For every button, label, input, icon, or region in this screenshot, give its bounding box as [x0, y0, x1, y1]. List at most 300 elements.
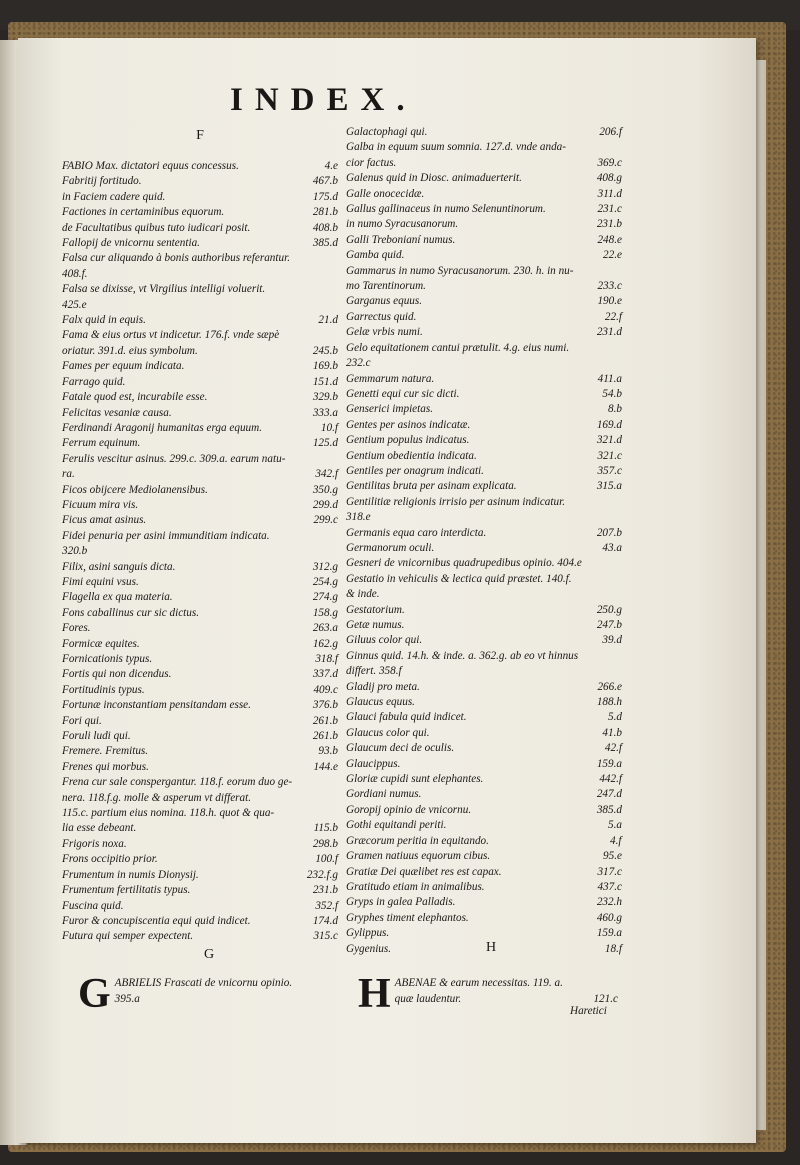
entry-ref: 409.c	[313, 683, 338, 696]
entry-text: Fames per equum indicata.	[62, 360, 185, 373]
entry-ref: 245.b	[312, 344, 338, 357]
entry-ref: 248.e	[597, 233, 622, 246]
entry-text: Formicæ equites.	[62, 637, 140, 650]
entry-ref: 231.d	[596, 326, 622, 339]
entry-text: Germanorum oculi.	[346, 541, 435, 554]
index-entry	[346, 356, 622, 371]
entry-text: Galenus quid in Diosc. animaduerterit.	[346, 172, 522, 185]
entry-ref: 317.c	[597, 865, 622, 878]
entry-text: de Facultatibus quibus tuto iudicari posit.	[62, 221, 251, 234]
index-entry	[62, 852, 338, 867]
index-entry	[346, 526, 622, 541]
index-entry	[62, 298, 338, 313]
entry-ref: 411.a	[597, 372, 622, 385]
entry-text: Galactophagi qui.	[346, 126, 428, 138]
entry-text: Falx quid in equis.	[62, 314, 146, 327]
entry-ref: 54.b	[602, 387, 622, 400]
entry-text: Frenes qui morbus.	[62, 760, 149, 773]
entry-ref: 162.g	[312, 637, 338, 650]
entry-ref: 175.d	[312, 190, 338, 203]
index-entry	[62, 575, 338, 590]
entry-text: Fori qui.	[62, 714, 102, 727]
entry-ref: 100.f	[315, 853, 338, 866]
index-entry	[62, 821, 338, 836]
index-entry	[62, 328, 338, 343]
entry-text: Falsa cur aliquando à bonis authoribus referantur.	[62, 252, 291, 265]
entries-list-right	[346, 125, 622, 957]
index-entry	[62, 806, 338, 821]
entry-text: Galba in equum suum somnia. 127.d. vnde anda-	[346, 141, 567, 154]
entry-text: Gelæ vrbis numi.	[346, 326, 423, 339]
entry-text: cior factus.	[346, 156, 397, 169]
entry-ref: 266.e	[597, 680, 622, 693]
entry-ref: 315.a	[596, 480, 622, 493]
entry-ref: 350.g	[312, 483, 338, 496]
entry-ref: 190.e	[597, 295, 622, 308]
index-entry	[62, 698, 338, 713]
entry-text: Falsa se dixisse, vt Virgilius intelligi voluerit.	[62, 283, 266, 296]
index-column-right	[346, 125, 622, 957]
entry-text: Gothi equitandi periti.	[346, 819, 447, 832]
index-entry	[346, 264, 622, 279]
index-entry	[346, 372, 622, 387]
index-entry	[346, 680, 622, 695]
entry-text: Genetti equi cur sic dicti.	[346, 387, 460, 400]
entry-ref: 93.b	[318, 745, 338, 758]
entry-text: Foruli ludi qui.	[62, 730, 131, 743]
entry-text: Frena cur sale conspergantur. 118.f. eorum duo ge-	[62, 776, 293, 789]
entries-list-left	[62, 159, 338, 945]
entry-ref: 467.b	[312, 175, 338, 188]
entry-text: Gammarus in numo Syracusanorum. 230. h. in nu-	[346, 264, 574, 277]
entry-text: Garganus equus.	[346, 295, 423, 308]
entry-ref: 159.a	[596, 757, 622, 770]
section-letter-f: F	[196, 128, 204, 143]
entry-text: ra.	[62, 468, 75, 481]
index-entry	[346, 911, 622, 926]
entry-ref: 408.g	[596, 172, 622, 185]
index-entry	[346, 341, 622, 356]
index-entry	[346, 587, 622, 602]
entry-text: Futura qui semper expectent.	[62, 930, 194, 943]
index-entry	[346, 449, 622, 464]
index-entry	[346, 664, 622, 679]
entry-ref: 385.d	[596, 803, 622, 816]
index-entry	[62, 282, 338, 297]
entry-text: Gygenius.	[346, 942, 392, 955]
index-entry	[346, 402, 622, 417]
index-entry	[346, 418, 622, 433]
entry-ref: 151.d	[312, 375, 338, 388]
entry-text: Frumentum in numis Dionysij.	[62, 868, 199, 881]
entry-text: Genserici impietas.	[346, 403, 433, 416]
index-entry	[346, 325, 622, 340]
entry-text: Gylippus.	[346, 927, 390, 940]
index-entry	[62, 498, 338, 513]
entry-text: Fidei penuria per asini immunditiam indicata.	[62, 529, 270, 542]
entry-text: 115.c. partium eius nomina. 118.h. quot & qua-	[62, 807, 275, 820]
entry-ref: 169.d	[596, 418, 622, 431]
index-entry	[346, 387, 622, 402]
index-entry	[62, 667, 338, 682]
entry-ref: 144.e	[313, 760, 338, 773]
entry-ref: 299.c	[313, 514, 338, 527]
entry-text: nera. 118.f.g. molle & asperum vt differat.	[62, 791, 252, 804]
entry-text: Fabritij fortitudo.	[62, 175, 142, 188]
entry-text: Filix, asini sanguis dicta.	[62, 560, 176, 573]
entry-text: Furor & concupiscentia equi quid indicet.	[62, 914, 251, 927]
entry-ref: 158.g	[312, 606, 338, 619]
entry-text: Gordiani numus.	[346, 788, 422, 801]
entry-ref: 352.f	[315, 899, 338, 912]
entry-ref: 247.b	[596, 619, 622, 631]
entry-text: Gladij pro meta.	[346, 680, 420, 693]
index-entry	[62, 929, 338, 944]
entry-ref: 247.d	[596, 788, 622, 801]
index-entry	[62, 868, 338, 883]
index-entry	[62, 899, 338, 914]
index-entry	[346, 556, 622, 571]
entry-ref: 42.f	[604, 742, 622, 755]
index-entry	[62, 837, 338, 852]
entry-text: Gryphes timent elephantos.	[346, 911, 469, 924]
index-entry	[346, 294, 622, 309]
index-entry	[346, 710, 622, 725]
entry-ref: 311.d	[597, 187, 622, 200]
entry-text: Gloriæ cupidi sunt elephantes.	[346, 773, 484, 786]
entry-text: Fallopij de vnicornu sententia.	[62, 237, 200, 250]
index-entry	[62, 652, 338, 667]
index-entry	[62, 421, 338, 436]
index-entry	[346, 310, 622, 325]
entry-text: 232.c	[346, 357, 371, 370]
entry-text: Gentium populus indicatus.	[346, 434, 470, 447]
index-entry	[346, 895, 622, 910]
index-entry	[62, 683, 338, 698]
entry-ref: 315.c	[313, 930, 338, 943]
entry-text: Germanis equa caro interdicta.	[346, 526, 487, 539]
section-letter-h: H	[486, 940, 497, 955]
entry-text: differt. 358.f	[346, 665, 402, 678]
index-entry	[346, 233, 622, 248]
entry-text: Fortis qui non dicendus.	[62, 668, 172, 681]
entry-text: Ferrum equinum.	[62, 437, 141, 450]
index-entry	[346, 202, 622, 217]
index-entry	[346, 279, 622, 294]
entry-ref: 206.f	[599, 126, 622, 138]
entry-text: 408.f.	[62, 267, 88, 280]
index-entry	[62, 190, 338, 205]
index-entry	[346, 248, 622, 263]
entry-ref: 329.b	[312, 391, 338, 404]
index-entry	[346, 865, 622, 880]
index-entry	[346, 741, 622, 756]
entry-text: mo Tarentinorum.	[346, 280, 426, 293]
entry-ref: 318.f	[315, 653, 338, 665]
entry-text: Felicitas vesaniæ causa.	[62, 406, 172, 419]
entry-text: Frigoris noxa.	[62, 837, 127, 850]
entry-text: 318.e	[346, 511, 371, 524]
entry-ref: 169.b	[312, 360, 338, 373]
index-entry	[346, 541, 622, 556]
entry-text: Glaucippus.	[346, 757, 401, 770]
entry-ref: 4.e	[324, 160, 338, 172]
entry-ref: 254.g	[312, 575, 338, 588]
index-entry	[62, 883, 338, 898]
index-entry	[62, 313, 338, 328]
entry-text: Fons caballinus cur sic dictus.	[62, 606, 200, 619]
drop-cap-g: G	[78, 971, 111, 1017]
entry-text: Factiones in certaminibus equorum.	[62, 206, 225, 219]
index-entry	[62, 359, 338, 374]
entry-ref: 298.b	[312, 837, 338, 850]
index-entry	[62, 529, 338, 544]
index-entry	[346, 926, 622, 941]
entry-text: 320.b	[62, 545, 88, 558]
entry-ref: 21.d	[318, 314, 338, 327]
index-entry	[346, 649, 622, 664]
entry-ref: 231.b	[312, 884, 338, 897]
entry-text: Glaucum deci de oculis.	[346, 742, 455, 755]
entry-ref: 333.a	[312, 406, 338, 419]
entry-text: Gesneri de vnicornibus quadrupedibus opinio. 404.e	[346, 557, 582, 570]
index-entry	[62, 221, 338, 236]
index-entry	[346, 140, 622, 155]
index-entry	[62, 390, 338, 405]
index-entry	[62, 729, 338, 744]
entry-ref: 174.d	[312, 914, 338, 927]
entry-text: Fortitudinis typus.	[62, 683, 145, 696]
entry-ref: 274.g	[312, 591, 338, 604]
entry-text: Ficos obijcere Mediolanensibus.	[62, 483, 208, 496]
entry-ref: 321.c	[597, 449, 622, 462]
entry-text: Gentium obedientia indicata.	[346, 449, 477, 462]
entry-text: Fornicationis typus.	[62, 653, 153, 665]
entry-ref: 41.b	[602, 726, 622, 739]
entry-text: Ginnus quid. 14.h. & inde. a. 362.g. ab eo vt hinnus	[346, 649, 579, 662]
index-entry	[62, 914, 338, 929]
index-entry	[62, 637, 338, 652]
index-entry	[62, 590, 338, 605]
entry-ref: 95.e	[603, 850, 622, 863]
index-entry	[346, 772, 622, 787]
index-entry	[346, 433, 622, 448]
entry-ref: 233.c	[597, 280, 622, 293]
entry-ref: 342.f	[315, 468, 338, 481]
entry-text: FABIO Max. dictatori equus concessus.	[62, 160, 239, 172]
entry-text: ABRIELIS Frascati de vnicornu opinio.	[114, 977, 293, 989]
index-entry	[346, 633, 622, 648]
entry-ref: 39.d	[602, 634, 622, 647]
index-entry	[346, 787, 622, 802]
catchword: Haretici	[570, 1005, 607, 1017]
entry-text: oriatur. 391.d. eius symbolum.	[62, 344, 198, 357]
index-entry	[62, 452, 338, 467]
entry-text: Fores.	[62, 622, 91, 635]
entry-text: Gratitudo etiam in animalibus.	[346, 880, 485, 893]
index-entry	[62, 174, 338, 189]
entry-ref: 337.d	[312, 668, 338, 681]
entry-ref: 121.c	[593, 993, 618, 1005]
entry-text: & inde.	[346, 588, 380, 601]
entry-ref: 312.g	[312, 560, 338, 573]
index-entry	[62, 375, 338, 390]
entry-text: Fatale quod est, incurabile esse.	[62, 391, 208, 404]
entry-text: Giluus color qui.	[346, 634, 423, 647]
entry-text: Gestatorium.	[346, 603, 405, 616]
entry-text: Gratiæ Dei quælibet res est capax.	[346, 865, 502, 878]
entry-text: Gamba quid.	[346, 249, 405, 262]
entry-ref: 207.b	[596, 526, 622, 539]
index-entry	[346, 464, 622, 479]
entry-text: Fortunæ inconstantiam pensitandam esse.	[62, 699, 251, 712]
entry-ref: 261.b	[312, 714, 338, 727]
index-entry	[346, 942, 622, 957]
entry-text: ABENAE & earum necessitas. 119. a.	[394, 977, 563, 989]
entry-text: Gramen natiuus equorum cibus.	[346, 850, 491, 863]
index-entry	[346, 495, 622, 510]
entry-ref: 18.f	[604, 942, 622, 955]
entry-ref: 408.b	[312, 221, 338, 234]
entry-text: Flagella ex qua materia.	[62, 591, 173, 604]
index-entry	[62, 621, 338, 636]
entry-text: Ferulis vescitur asinus. 299.c. 309.a. earum natu-	[62, 452, 286, 465]
entry-ref: 261.b	[312, 730, 338, 743]
entry-text: Glaucus color qui.	[346, 726, 430, 739]
entry-text: Fuscina quid.	[62, 899, 124, 912]
entry-ref: 299.d	[312, 498, 338, 511]
entry-text: Gentes per asinos indicatæ.	[346, 418, 471, 431]
index-entry	[346, 695, 622, 710]
entry-text: Ficuum mira vis.	[62, 498, 139, 511]
entry-ref: 159.a	[596, 927, 622, 940]
index-entry	[62, 744, 338, 759]
entry-ref: 232.f.g	[306, 868, 338, 881]
entry-text: Gryps in galea Palladis.	[346, 896, 456, 909]
entry-ref: 357.c	[597, 464, 622, 477]
index-entry	[346, 726, 622, 741]
entry-ref: 385.d	[312, 237, 338, 250]
entry-ref: 369.c	[597, 156, 622, 169]
index-entry	[346, 572, 622, 587]
entry-text: Frons occipitio prior.	[62, 853, 158, 866]
index-entry	[346, 618, 622, 633]
index-entry	[62, 791, 338, 806]
index-entry	[62, 513, 338, 528]
index-entry	[62, 544, 338, 559]
entry-text: Fama & eius ortus vt indicetur. 176.f. vnde sæpè	[62, 329, 280, 342]
drop-cap-h: H	[358, 971, 391, 1017]
index-entry	[346, 156, 622, 171]
index-entry	[62, 560, 338, 575]
entry-text: Ferdinandi Aragonij humanitas erga equum.	[62, 421, 263, 434]
entry-text: in numo Syracusanorum.	[346, 218, 459, 231]
entry-ref: 232.h	[596, 896, 622, 909]
entry-ref: 263.a	[312, 622, 338, 635]
entry-ref: 376.b	[312, 699, 338, 712]
entry-text: in Faciem cadere quid.	[62, 190, 166, 203]
entry-ref: 250.g	[596, 603, 622, 616]
section-g-entry	[78, 971, 353, 1017]
entry-ref: 125.d	[312, 437, 338, 450]
index-entry	[346, 171, 622, 186]
entry-text: Goropij opinio de vnicornu.	[346, 803, 472, 816]
entry-ref: 10.f	[320, 421, 338, 434]
entry-ref: 5.a	[608, 819, 622, 832]
entry-text: Græcorum peritia in equitando.	[346, 834, 489, 847]
index-entry	[346, 880, 622, 895]
entry-text: Fremere. Fremitus.	[62, 745, 149, 758]
entry-ref: 22.f	[604, 310, 622, 323]
index-entry	[62, 406, 338, 421]
entry-text: Farrago quid.	[62, 375, 126, 388]
index-entry	[62, 267, 338, 282]
index-entry	[346, 603, 622, 618]
index-entry	[62, 775, 338, 790]
entry-ref: 115.b	[313, 822, 338, 835]
entry-text: Glauci fabula quid indicet.	[346, 711, 467, 724]
entry-ref: 43.a	[602, 541, 622, 554]
entry-text: Gestatio in vehiculis & lectica quid præstet. 140.f.	[346, 572, 572, 585]
entry-text: Fimi equini vsus.	[62, 575, 139, 588]
index-entry	[62, 760, 338, 775]
entry-text: Gentilitiæ religionis irrisio per asinum indicatur.	[346, 495, 565, 508]
entry-text: Ficus amat asinus.	[62, 514, 147, 527]
entry-text: Gallus gallinaceus in numo Selenuntinorum.	[346, 203, 546, 216]
index-entry	[62, 251, 338, 266]
index-entry	[62, 344, 338, 359]
entry-text-2-label: quæ laudentur.	[394, 993, 462, 1005]
index-entry	[62, 714, 338, 729]
entry-ref: 188.h	[596, 696, 622, 709]
entry-ref: 321.d	[596, 434, 622, 447]
index-entry	[62, 159, 338, 174]
entry-text: Garrectus quid.	[346, 310, 417, 323]
index-entry	[346, 479, 622, 494]
index-entry	[62, 205, 338, 220]
entry-ref: 437.c	[597, 880, 622, 893]
entry-ref: 460.g	[596, 911, 622, 924]
entry-ref: 442.f	[599, 773, 622, 786]
index-entry	[62, 236, 338, 251]
entry-ref: 8.b	[608, 403, 622, 416]
entry-text: Getæ numus.	[346, 619, 405, 631]
index-entry	[62, 436, 338, 451]
entry-ref: 281.b	[312, 206, 338, 219]
entry-text: Frumentum fertilitatis typus.	[62, 884, 191, 897]
entry-text: Glaucus equus.	[346, 696, 415, 709]
entry-text: Gentiles per onagrum indicati.	[346, 464, 484, 477]
index-entry	[346, 849, 622, 864]
entry-text: Galli Trebonianí numus.	[346, 233, 456, 246]
entry-text: Galle onocecidæ.	[346, 187, 425, 200]
index-entry	[346, 125, 622, 140]
index-column-left	[62, 125, 338, 945]
section-letter-g: G	[204, 947, 215, 962]
index-entry	[346, 818, 622, 833]
index-entry	[346, 803, 622, 818]
entry-text: 425.e	[62, 298, 87, 311]
index-entry	[346, 217, 622, 232]
index-entry	[62, 483, 338, 498]
page-title: INDEX.	[230, 82, 417, 118]
entry-ref: 22.e	[603, 249, 622, 262]
index-entry	[62, 467, 338, 482]
entry-text: lia esse debeant.	[62, 822, 137, 835]
entry-ref: 231.b	[596, 218, 622, 231]
entry-ref: 231.c	[597, 203, 622, 216]
entry-text: Gemmarum natura.	[346, 372, 435, 385]
